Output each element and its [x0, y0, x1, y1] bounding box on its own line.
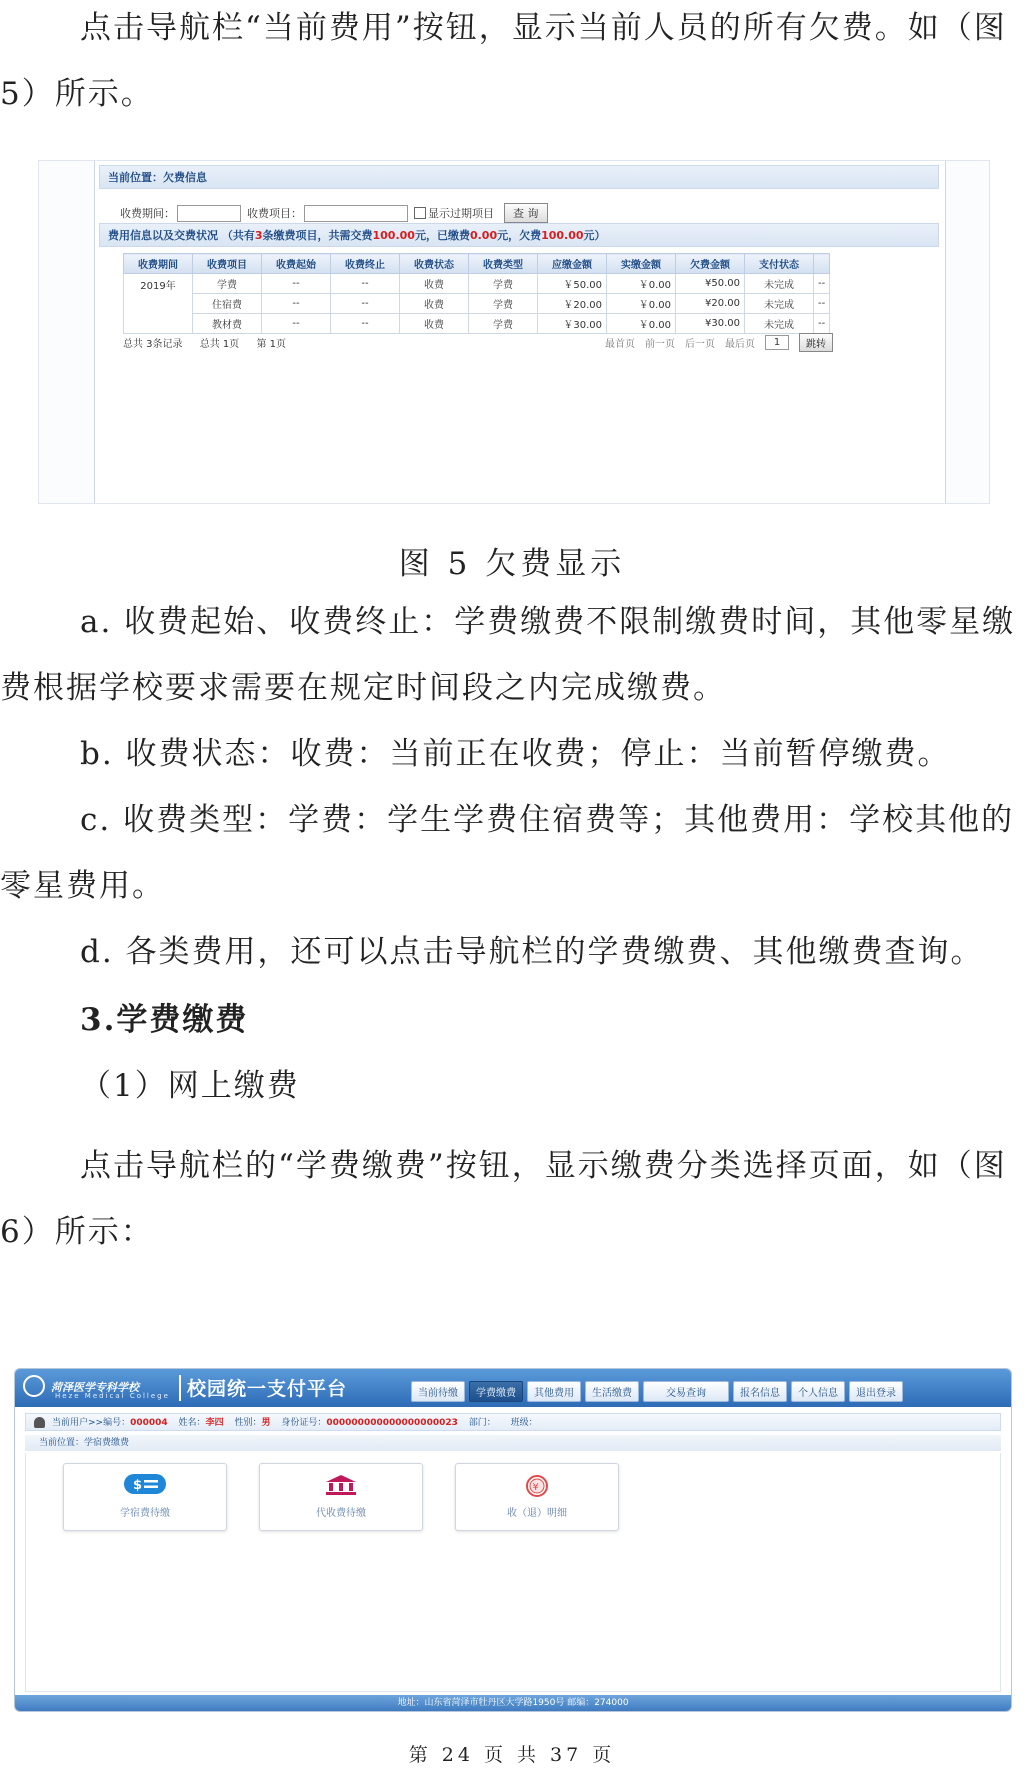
cell-start: -- [262, 274, 331, 294]
pager-last-link[interactable]: 最后页 [725, 339, 755, 350]
nav-living[interactable]: 生活缴费 [585, 1381, 639, 1402]
cell-end: -- [331, 314, 400, 334]
user-name: 李四 [205, 1418, 224, 1428]
card-label: 学宿费待缴 [120, 1508, 170, 1519]
page-number-footer: 第 24 页 共 37 页 [408, 1744, 616, 1766]
item-b: b. 收费状态：收费：当前正在收费；停止：当前暂停缴费。 [80, 736, 951, 772]
col-period: 收费期间 [124, 254, 193, 274]
main-nav [411, 1381, 907, 1402]
cell-paid: ￥0.00 [607, 294, 676, 314]
arrears-table [123, 253, 830, 334]
header-divider [179, 1375, 181, 1401]
svg-text:$: $ [133, 1478, 143, 1493]
tuition-due-card[interactable] [63, 1463, 227, 1531]
col-start: 收费起始 [262, 254, 331, 274]
cell-start: -- [262, 314, 331, 334]
cell-owed: ¥50.00 [676, 274, 745, 294]
cell-pay-status: 未完成 [745, 314, 814, 334]
arrears-panel [94, 161, 946, 503]
col-extra [814, 254, 830, 274]
summary-mid1: 条缴费项目，共需交费 [262, 229, 373, 242]
user-gender: 男 [261, 1418, 271, 1428]
cell-item: 学费 [193, 274, 262, 294]
gender-label: 性别： [234, 1418, 262, 1428]
table-row [124, 274, 830, 294]
pager-first-link[interactable]: 最首页 [605, 339, 635, 350]
intro-paragraph-line1: 点击导航栏“当前费用”按钮，显示当前人员的所有欠费。如（图 [80, 10, 1007, 46]
period-input[interactable] [177, 205, 241, 222]
nav-profile[interactable]: 个人信息 [791, 1381, 845, 1402]
item-input[interactable] [304, 205, 408, 222]
cell-type: 学费 [469, 294, 538, 314]
dept-label: 部门： [468, 1418, 496, 1428]
nav-logout[interactable]: 退出登录 [849, 1381, 903, 1402]
summary-prefix: 费用信息以及交费状况 （共有 [108, 229, 255, 242]
user-icon [34, 1417, 45, 1428]
summary-paid: 0.00 [469, 229, 498, 242]
nav-registration[interactable]: 报名信息 [733, 1381, 787, 1402]
user-idcard: 000000000000000000023 [326, 1418, 458, 1428]
pager-controls [595, 333, 833, 352]
svg-text:¥: ¥ [532, 1482, 539, 1493]
cell-pay-status: 未完成 [745, 294, 814, 314]
location-bar: 当前位置：欠费信息 [99, 165, 939, 189]
collection-due-card[interactable] [259, 1463, 423, 1531]
payment-platform-screenshot [14, 1368, 1012, 1712]
cell-due: ￥20.00 [538, 294, 607, 314]
user-info-bar [25, 1413, 1001, 1431]
cell-type: 学费 [469, 314, 538, 334]
item-label: 收费项目： [247, 207, 302, 220]
item-a-line2: 费根据学校要求需要在规定时间段之内完成缴费。 [0, 670, 726, 706]
subsection-online-payment: （1）网上缴费 [80, 1068, 300, 1104]
period-label: 收费期间： [120, 207, 175, 220]
cell-end: -- [331, 294, 400, 314]
filter-row [120, 203, 548, 223]
cell-owed: ¥30.00 [676, 314, 745, 334]
cell-end: -- [331, 274, 400, 294]
col-type: 收费类型 [469, 254, 538, 274]
location-bar: 当前位置：学宿费缴费 [25, 1435, 1001, 1451]
summary-total: 100.00 [372, 229, 415, 242]
cell-owed: ¥20.00 [676, 294, 745, 314]
yuan-icon [522, 1474, 552, 1502]
tuition-paragraph-line1: 点击导航栏的“学费缴费”按钮，显示缴费分类选择页面，如（图 [80, 1148, 1007, 1184]
item-d: d. 各类费用，还可以点击导航栏的学费缴费、其他缴费查询。 [80, 934, 984, 970]
cell-status: 收费 [400, 314, 469, 334]
intro-paragraph-line2: 5）所示。 [0, 76, 154, 112]
summary-mid2: 元，已缴费 [414, 229, 470, 242]
cell-period: 2019年 [124, 274, 193, 334]
query-button[interactable]: 查 询 [504, 203, 548, 223]
page-number-input[interactable]: 1 [765, 335, 789, 350]
nav-current-due[interactable]: 当前待缴 [411, 1381, 465, 1402]
pager [123, 333, 833, 352]
platform-footer: 地址：山东省菏泽市牡丹区大学路1950号 邮编：274000 [15, 1695, 1011, 1711]
summary-mid3: 元，欠费 [497, 229, 542, 242]
cell-extra: -- [814, 274, 830, 294]
show-expired-checkbox[interactable] [414, 207, 426, 219]
payment-icon [124, 1474, 166, 1498]
nav-transactions[interactable]: 交易查询 [643, 1381, 729, 1402]
platform-header [15, 1369, 1011, 1407]
cell-paid: ￥0.00 [607, 274, 676, 294]
class-label: 班级： [510, 1418, 538, 1428]
cell-pay-status: 未完成 [745, 274, 814, 294]
user-prefix: 当前用户>>编号： [52, 1418, 131, 1428]
college-seal-icon [23, 1375, 45, 1397]
col-status: 收费状态 [400, 254, 469, 274]
pager-total-records: 总共 3条记录 [123, 339, 183, 350]
cell-extra: -- [814, 314, 830, 334]
col-due: 应缴金额 [538, 254, 607, 274]
show-expired-label: 显示过期项目 [428, 207, 494, 220]
platform-title: 校园统一支付平台 [187, 1378, 348, 1400]
tuition-paragraph-line2: 6）所示： [0, 1214, 154, 1250]
table-row [124, 314, 830, 334]
section3-heading: 3.学费缴费 [80, 1002, 249, 1038]
card-label: 收（退）明细 [507, 1508, 567, 1519]
refund-details-card[interactable] [455, 1463, 619, 1531]
arrears-screenshot [38, 160, 990, 504]
item-c-line1: c. 收费类型：学费：学生学费住宿费等；其他费用：学校其他的 [80, 802, 1015, 838]
figure5-caption: 图 5 欠费显示 [398, 546, 626, 582]
item-a-line1: a. 收费起始、收费终止：学费缴费不限制缴费时间，其他零星缴 [80, 604, 1016, 640]
bank-icon [324, 1474, 358, 1500]
col-owed: 欠费金额 [676, 254, 745, 274]
pager-total-pages: 总共 1页 [199, 339, 240, 350]
user-id: 000004 [130, 1418, 168, 1428]
cell-paid: ￥0.00 [607, 314, 676, 334]
summary-count: 3 [254, 229, 263, 242]
cell-extra: -- [814, 294, 830, 314]
cell-item: 教材费 [193, 314, 262, 334]
pager-prev-link[interactable]: 前一页 [645, 339, 675, 350]
table-row [124, 294, 830, 314]
item-c-line2: 零星费用。 [0, 868, 165, 904]
summary-suffix: 元） [583, 229, 606, 242]
cell-type: 学费 [469, 274, 538, 294]
nav-tuition[interactable]: 学费缴费 [469, 1381, 523, 1402]
name-label: 姓名： [178, 1418, 206, 1428]
college-name-en: Heze Medical College [55, 1392, 170, 1400]
cell-status: 收费 [400, 274, 469, 294]
pager-info [123, 335, 300, 350]
summary-bar [99, 223, 939, 247]
cell-due: ￥50.00 [538, 274, 607, 294]
college-name: 菏泽医学专科学校 [51, 1381, 139, 1394]
cell-due: ￥30.00 [538, 314, 607, 334]
cell-start: -- [262, 294, 331, 314]
pager-next-link[interactable]: 后一页 [685, 339, 715, 350]
cell-item: 住宿费 [193, 294, 262, 314]
cell-status: 收费 [400, 294, 469, 314]
nav-other-fees[interactable]: 其他费用 [527, 1381, 581, 1402]
col-paid: 实缴金额 [607, 254, 676, 274]
table-header-row [124, 254, 830, 274]
card-label: 代收费待缴 [316, 1508, 366, 1519]
jump-button[interactable]: 跳转 [799, 333, 833, 352]
pager-current-page: 第 1页 [256, 339, 287, 350]
col-item: 收费项目 [193, 254, 262, 274]
idcard-label: 身份证号： [281, 1418, 327, 1428]
col-end: 收费终止 [331, 254, 400, 274]
summary-owed: 100.00 [541, 229, 584, 242]
col-pay-status: 支付状态 [745, 254, 814, 274]
